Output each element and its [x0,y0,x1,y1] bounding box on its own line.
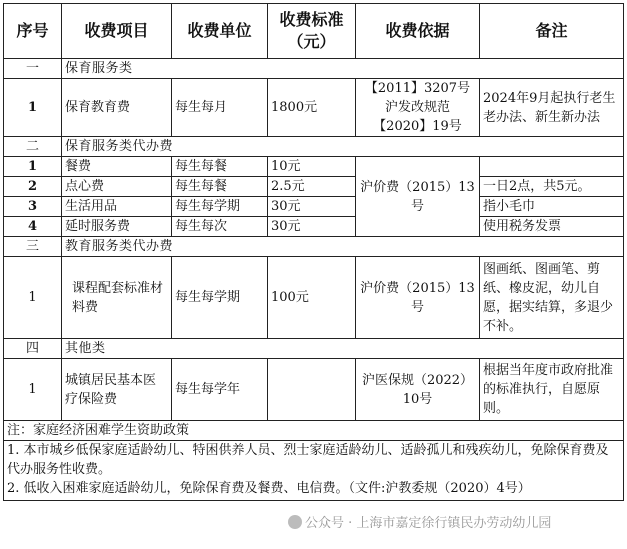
row-number: 1 [4,157,62,177]
section-title: 保育服务类 [62,59,624,79]
fee-remark: 使用税务发票 [480,217,624,237]
fee-standard: 10元 [268,157,356,177]
fee-item: 餐费 [62,157,172,177]
fee-item: 保育教育费 [62,79,172,137]
table-row [4,79,624,137]
section-number: 二 [4,137,62,157]
header-item: 收费项目 [62,4,172,59]
row-number: 1 [4,79,62,137]
fee-standard [268,359,356,421]
section-title: 教育服务类代办费 [62,237,624,257]
header-remark: 备注 [480,4,624,59]
section-row [4,59,624,79]
fee-table [3,3,624,501]
fee-basis: 【2011】3207号沪发改规范【2020】19号 [356,79,480,137]
row-number: 2 [4,177,62,197]
section-number: 四 [4,339,62,359]
fee-remark: 2024年9月起执行老生老办法、新生新办法 [480,79,624,137]
footer-notes-row [4,441,624,501]
footer-title-row [4,421,624,441]
footer-notes [4,441,624,501]
fee-basis: 沪价费（2015）13号 [356,157,480,237]
fee-remark: 图画纸、图画笔、剪纸、橡皮泥，幼儿自愿，据实结算，多退少不补。 [480,257,624,339]
fee-basis: 沪医保规（2022）10号 [356,359,480,421]
fee-item: 生活用品 [62,197,172,217]
row-number: 1 [4,359,62,421]
fee-item: 延时服务费 [62,217,172,237]
fee-standard: 30元 [268,217,356,237]
watermark-text: 公众号 · 上海市嘉定徐行镇民办劳动幼儿园 [305,516,552,531]
table-row [4,359,624,421]
section-title: 保育服务类代办费 [62,137,624,157]
section-number: 一 [4,59,62,79]
header-unit: 收费单位 [172,4,268,59]
fee-unit: 每生每次 [172,217,268,237]
fee-unit: 每生每学年 [172,359,268,421]
footer-note-1: 1. 本市城乡低保家庭适龄幼儿、特困供养人员、烈士家庭适龄幼儿、适龄孤儿和残疾幼儿，免除保育费及代办服务性收费。 [7,443,609,477]
fee-standard: 30元 [268,197,356,217]
fee-standard: 2.5元 [268,177,356,197]
table-row [4,197,624,217]
fee-standard: 100元 [268,257,356,339]
row-number: 4 [4,217,62,237]
header-standard: 收费标准（元） [268,4,356,59]
fee-remark: 根据当年度市政府批准的标准执行，自愿原则。 [480,359,624,421]
section-row [4,339,624,359]
fee-standard: 1800元 [268,79,356,137]
header-basis: 收费依据 [356,4,480,59]
fee-remark: 指小毛巾 [480,197,624,217]
fee-unit: 每生每餐 [172,157,268,177]
header-row [4,4,624,59]
table-row [4,157,624,177]
section-title: 其他类 [62,339,624,359]
section-row [4,237,624,257]
row-number: 3 [4,197,62,217]
table-row [4,257,624,339]
fee-unit: 每生每餐 [172,177,268,197]
fee-item: 点心费 [62,177,172,197]
section-row [4,137,624,157]
fee-unit: 每生每学期 [172,257,268,339]
watermark [288,512,551,531]
section-number: 三 [4,237,62,257]
fee-remark [480,157,624,177]
wechat-icon [288,515,302,529]
fee-unit: 每生每月 [172,79,268,137]
fee-remark: 一日2点，共5元。 [480,177,624,197]
header-no: 序号 [4,4,62,59]
footer-title: 注：家庭经济困难学生资助政策 [4,421,624,441]
footer-note-2: 2. 低收入困难家庭适龄幼儿，免除保育费及餐费、电信费。（文件:沪教委规（2020）4号） [7,481,531,496]
fee-basis: 沪价费（2015）13号 [356,257,480,339]
fee-item: 课程配套标准材料费 [62,257,172,339]
table-row [4,177,624,197]
table-row [4,217,624,237]
row-number: 1 [4,257,62,339]
fee-item: 城镇居民基本医疗保险费 [62,359,172,421]
fee-unit: 每生每学期 [172,197,268,217]
